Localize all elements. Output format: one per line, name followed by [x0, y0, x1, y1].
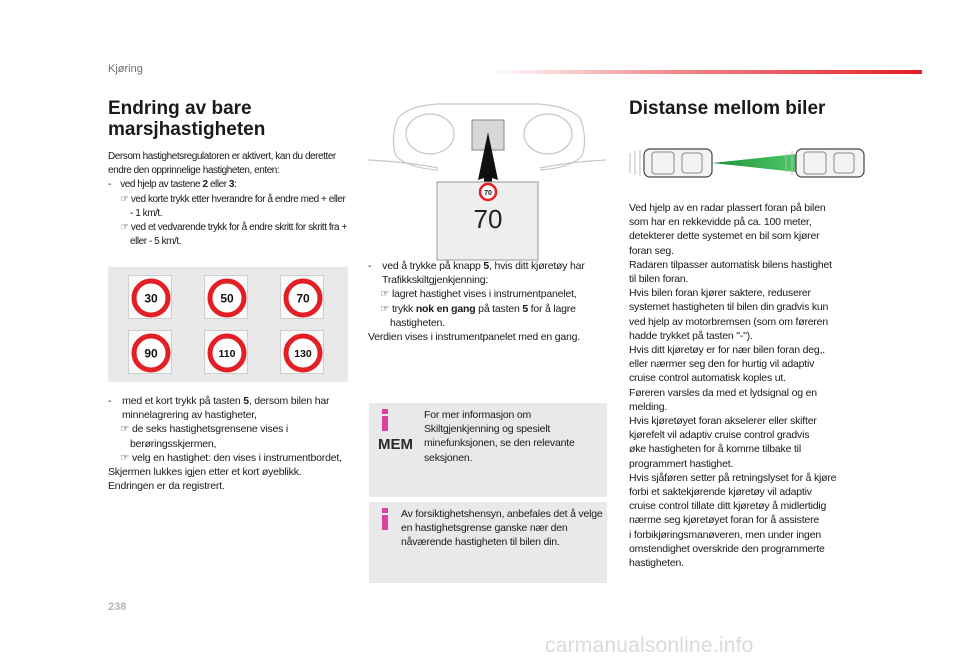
sub-item-stored-speed: ☞ lagret hastighet vises i instrumentpanelet, — [380, 288, 577, 301]
speed-sign-tile — [128, 275, 172, 319]
paragraph-line: detekterer dette systemet en bil som kjører — [629, 230, 820, 243]
traffic-sign-instructions — [368, 259, 612, 344]
paragraph-line: systemet hastigheten til bilen din gradvis kun — [629, 301, 829, 314]
closing-text-1: Skjermen lukkes igjen etter et kort øyeblikk. — [108, 466, 302, 479]
header-accent-line — [490, 70, 922, 74]
speed-sign-tile — [204, 330, 248, 374]
speed-limit-signs-panel — [108, 267, 348, 382]
paragraph-line: Hvis sjåføren setter på retningslyset for å kjøre — [629, 471, 837, 484]
sub-item-short-press: ☞ ved korte trykk etter hverandre for å endre med + eller - 1 km/t. — [120, 193, 346, 219]
watermark: carmanualsonline.info — [545, 634, 754, 657]
arrow-icon: ☞ — [120, 193, 131, 205]
speed-limit-sign-icon — [129, 331, 173, 375]
paragraph-line: programmert hastighet. — [629, 457, 734, 470]
arrow-icon: ☞ — [120, 451, 132, 464]
middle-closing-text: Verdien vises i instrumentpanelet med en gang. — [368, 331, 581, 344]
radar-distance-illustration — [626, 143, 870, 183]
intro-text: Dersom hastighetsregulatoren er aktivert, kan du deretter endre den opprinnelige hastigheten, enten: — [108, 151, 336, 177]
closing-text-2: Endringen er da registrert. — [108, 480, 225, 493]
mem-icon: MEM — [378, 436, 413, 453]
dashboard-illustration — [368, 98, 606, 263]
list-item-button-5: - ved å trykke på knapp 5, hvis ditt kjøretøy har Trafikkskiltgjenkjenning: — [368, 260, 585, 287]
paragraph-line: Hvis bilen foran kjører saktere, reduserer — [629, 287, 811, 300]
speed-limit-sign-icon — [281, 276, 325, 320]
section-label: Kjøring — [108, 63, 143, 75]
paragraph-line: som har en rekkevidde på ca. 100 meter, — [629, 216, 812, 229]
speed-sign-tile — [280, 275, 324, 319]
list-item-short-press-5: - med et kort trykk på tasten 5, dersom bilen har minnelagrering av hastigheter, — [108, 395, 330, 422]
arrow-icon: ☞ — [380, 302, 392, 315]
info-icon — [378, 409, 392, 431]
arrow-icon: ☞ — [120, 423, 132, 436]
sub-item-long-press: ☞ ved et vedvarende trykk for å endre skritt for skritt fra + eller - 5 km/t. — [120, 222, 347, 248]
speed-limit-sign-icon — [129, 276, 173, 320]
sign-value: 30 — [144, 291, 158, 306]
paragraph-line: melding. — [629, 400, 668, 413]
paragraph-line: til bilen foran. — [629, 273, 689, 286]
paragraph-line: omstendighet overskride den programmerte — [629, 542, 825, 555]
sign-value: 110 — [218, 348, 236, 360]
section-title-distance: Distanse mellom biler — [629, 98, 826, 119]
sub-item-six-limits: ☞ de seks hastighetsgrensene vises i berøringsskjermen, — [120, 423, 288, 450]
title-line-2: marsjhastigheten — [108, 119, 266, 140]
paragraph-line: Hvis kjøretøyet foran akselerer eller skifter — [629, 415, 817, 428]
paragraph-line: cruise control automatisk koples ut. — [629, 372, 786, 385]
info-text-safety: Av forsiktighetshensyn, anbefales det å velge en hastighetsgrense ganske nær den nåværende hastigheten til bilen din. — [401, 508, 603, 549]
paragraph-line: ved hjelp av motorbremsen (som om føreren — [629, 315, 828, 328]
paragraph-line: foran seg. — [629, 244, 674, 257]
distance-description — [629, 201, 891, 570]
speed-limit-sign-icon — [281, 331, 325, 375]
paragraph-line: i forbikjøringsmanøveren, men under ingen — [629, 528, 821, 541]
page-number: 238 — [108, 601, 127, 613]
instrument-cluster-illustration — [368, 98, 606, 263]
paragraph-line: Radaren tilpasser automatisk bilens hastighet — [629, 258, 832, 271]
arrow-icon: ☞ — [120, 222, 131, 234]
info-text-more-information: For mer informasjon om Skiltgjenkjenning og spesielt minefunksjonen, se den relevante seksjonen. — [424, 409, 575, 464]
sign-value: 50 — [220, 291, 234, 306]
speed-sign-tile — [280, 330, 324, 374]
paragraph-line: øke hastigheten for å komme tilbake til — [629, 443, 801, 456]
list-item-keys: - ved hjelp av tastene 2 eller 3: — [108, 179, 237, 191]
sub-item-select-speed: ☞ velg en hastighet: den vises i instrumentbordet, — [120, 451, 342, 464]
paragraph-line: hastigheten. — [629, 557, 684, 570]
info-icon — [378, 508, 392, 530]
paragraph-line: Føreren varsles da med et lydsignal og en — [629, 386, 817, 399]
paragraph-line: kjørefelt vil adaptiv cruise control gradvis — [629, 429, 810, 442]
paragraph-line: eller nærmer seg den for hurtig vil adaptiv — [629, 358, 815, 371]
cluster-speed-value: 70 — [473, 204, 503, 234]
arrow-icon: ☞ — [380, 288, 392, 301]
sign-value: 90 — [144, 346, 158, 361]
paragraph-line: nærme seg kjøretøyet foran for å assistere — [629, 514, 820, 527]
cars-radar-icon — [626, 143, 870, 183]
speed-change-instructions — [108, 150, 348, 249]
cluster-sign-value: 70 — [484, 189, 492, 197]
sub-item-press-again: ☞ trykk nok en gang på tasten 5 for å lagre hastigheten. — [380, 302, 576, 329]
title-line-1: Endring av bare — [108, 98, 252, 119]
section-title-speed-change — [108, 98, 348, 140]
speed-limit-sign-icon — [205, 276, 249, 320]
speed-sign-tile — [128, 330, 172, 374]
paragraph-line: Ved hjelp av en radar plassert foran på bilen — [629, 202, 826, 214]
paragraph-line: hadde trykket på tasten "-"). — [629, 329, 753, 342]
sign-value: 70 — [296, 291, 310, 306]
paragraph-line: forbi et saktekjørende kjøretøy vil adaptiv — [629, 486, 812, 499]
paragraph-line: cruise control tillate ditt kjøretøy å midlertidig — [629, 500, 827, 513]
paragraph-line: Hvis ditt kjøretøy er for nær bilen foran deg,. — [629, 344, 826, 357]
memory-instructions — [108, 394, 352, 493]
sign-value: 130 — [294, 348, 312, 360]
speed-sign-tile — [204, 275, 248, 319]
speed-limit-sign-icon — [205, 331, 249, 375]
